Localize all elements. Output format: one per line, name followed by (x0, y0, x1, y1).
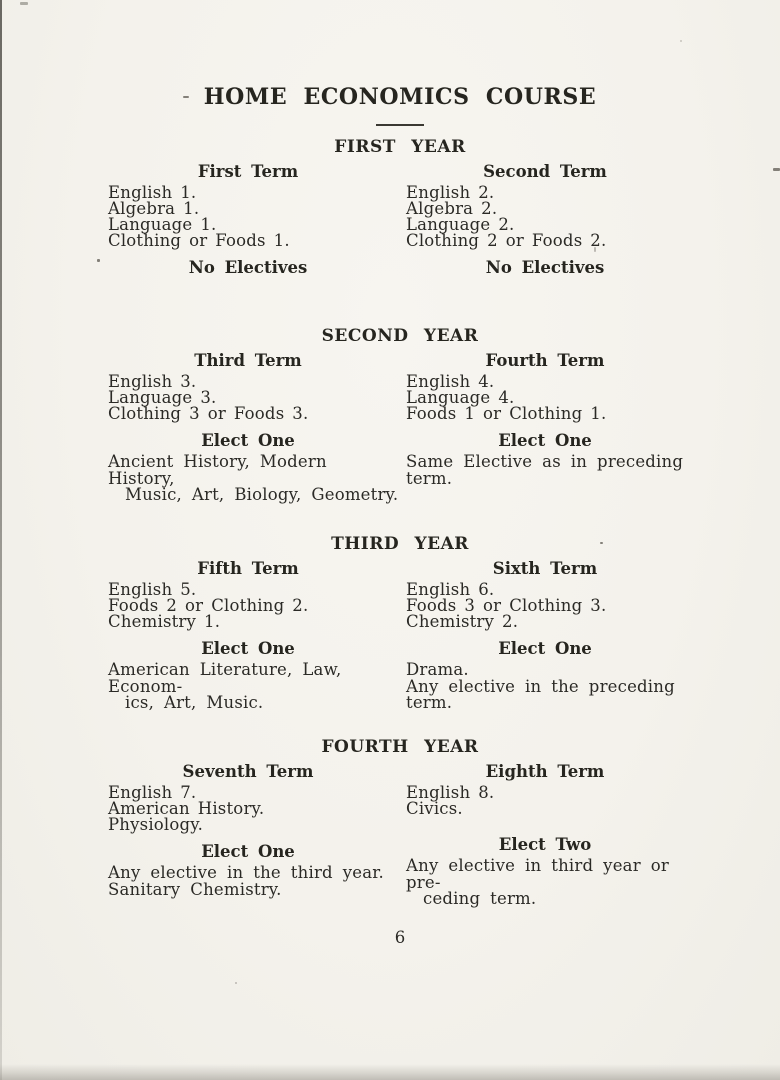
subject-line: Foods 3 or Clothing 3. (406, 596, 607, 615)
subject-line: English 3. (108, 372, 197, 391)
subject-line: Physiology. (108, 815, 204, 834)
elective-options (406, 454, 712, 487)
year-section-third (88, 534, 712, 712)
title-block (88, 84, 712, 126)
subject-line: English 5. (108, 580, 197, 599)
subject-line: American History. (108, 799, 265, 818)
subject-list (406, 185, 712, 249)
term-column-eighth-term (406, 762, 712, 908)
elective-options (108, 662, 400, 712)
subject-list (406, 582, 712, 630)
elective-heading: Elect One (201, 639, 295, 658)
subject-line: Foods 2 or Clothing 2. (108, 596, 309, 615)
year-heading: SECOND YEAR (321, 326, 479, 346)
year-heading: FOURTH YEAR (321, 737, 479, 757)
subject-line: Language 4. (406, 388, 515, 407)
elective-line: Any elective in the third year. (108, 863, 384, 882)
subject-line: Foods 1 or Clothing 1. (406, 404, 607, 423)
elective-line: Any elective in third year or pre- (406, 856, 669, 892)
term-columns (88, 351, 712, 504)
year-section-second (88, 326, 712, 504)
term-heading: Eighth Term (485, 762, 605, 781)
elective-heading: No Electives (485, 258, 605, 277)
term-heading: First Term (197, 162, 299, 181)
subject-line: English 8. (406, 783, 495, 802)
elective-line: ics, Art, Music. (125, 693, 264, 712)
subject-list (406, 374, 712, 422)
term-column-fourth-term (406, 351, 712, 504)
elective-line: ceding term. (423, 889, 537, 908)
subject-line: English 4. (406, 372, 495, 391)
term-columns (88, 559, 712, 712)
year-section-first (88, 137, 712, 277)
subject-list (108, 582, 400, 630)
subject-line: Chemistry 2. (406, 612, 519, 631)
elective-line: Music, Art, Biology, Geometry. (125, 485, 399, 504)
term-column-sixth-term (406, 559, 712, 712)
scan-speck (680, 40, 682, 42)
subject-list (406, 785, 712, 817)
page-title: HOME ECONOMICS COURSE (203, 84, 597, 110)
subject-line: English 2. (406, 183, 495, 202)
scan-speck (773, 168, 780, 171)
term-heading: Sixth Term (492, 559, 598, 578)
subject-line: Civics. (406, 799, 463, 818)
subject-line: English 1. (108, 183, 197, 202)
term-heading: Seventh Term (182, 762, 314, 781)
term-heading: Fifth Term (197, 559, 299, 578)
subject-list (108, 185, 400, 249)
elective-line: Sanitary Chemistry. (108, 879, 282, 899)
year-heading: FIRST YEAR (334, 137, 466, 157)
subject-line: Algebra 1. (108, 199, 200, 218)
term-heading: Third Term (194, 351, 302, 370)
subject-line: Clothing 3 or Foods 3. (108, 404, 309, 423)
term-heading: Second Term (483, 162, 607, 181)
term-column-fifth-term (108, 559, 400, 712)
scan-speck (235, 982, 237, 984)
elective-heading: No Electives (188, 258, 308, 277)
elective-heading: Elect Two (498, 835, 592, 854)
elective-heading: Elect One (498, 639, 592, 658)
elective-line: Drama. (406, 660, 469, 679)
term-heading: Fourth Term (485, 351, 605, 370)
term-column-first-term (108, 162, 400, 277)
elective-line: Same Elective as in preceding term. (406, 452, 684, 488)
elective-options (108, 454, 400, 504)
elective-line: Ancient History, Modern History, (108, 452, 327, 488)
subject-line: Clothing or Foods 1. (108, 231, 290, 250)
scan-edge-left (0, 0, 2, 1080)
subject-line: Language 3. (108, 388, 217, 407)
term-columns (88, 162, 712, 277)
subject-list (108, 785, 400, 833)
term-column-second-term (406, 162, 712, 277)
subject-line: Algebra 2. (406, 199, 498, 218)
subject-list (108, 374, 400, 422)
elective-heading: Elect One (201, 842, 295, 861)
elective-line: Any elective in the preceding term. (406, 676, 675, 712)
page-number: 6 (394, 928, 406, 947)
term-column-seventh-term (108, 762, 400, 908)
term-columns (88, 762, 712, 908)
term-column-third-term (108, 351, 400, 504)
subject-line: English 6. (406, 580, 495, 599)
title-rule (376, 124, 424, 126)
elective-options (406, 662, 712, 712)
subject-line: Clothing 2 or Foods 2. (406, 231, 607, 250)
elective-heading: Elect One (201, 431, 295, 450)
subject-line: Chemistry 1. (108, 612, 221, 631)
subject-line: English 7. (108, 783, 197, 802)
scan-edge-bottom (0, 1064, 780, 1080)
subject-line: Language 1. (108, 215, 217, 234)
scan-speck (20, 2, 28, 5)
elective-options (108, 865, 400, 898)
elective-heading: Elect One (498, 431, 592, 450)
year-section-fourth (88, 737, 712, 908)
year-heading: THIRD YEAR (331, 534, 469, 554)
elective-options (406, 858, 712, 908)
elective-line: American Literature, Law, Econom- (108, 660, 342, 696)
subject-line: Language 2. (406, 215, 515, 234)
